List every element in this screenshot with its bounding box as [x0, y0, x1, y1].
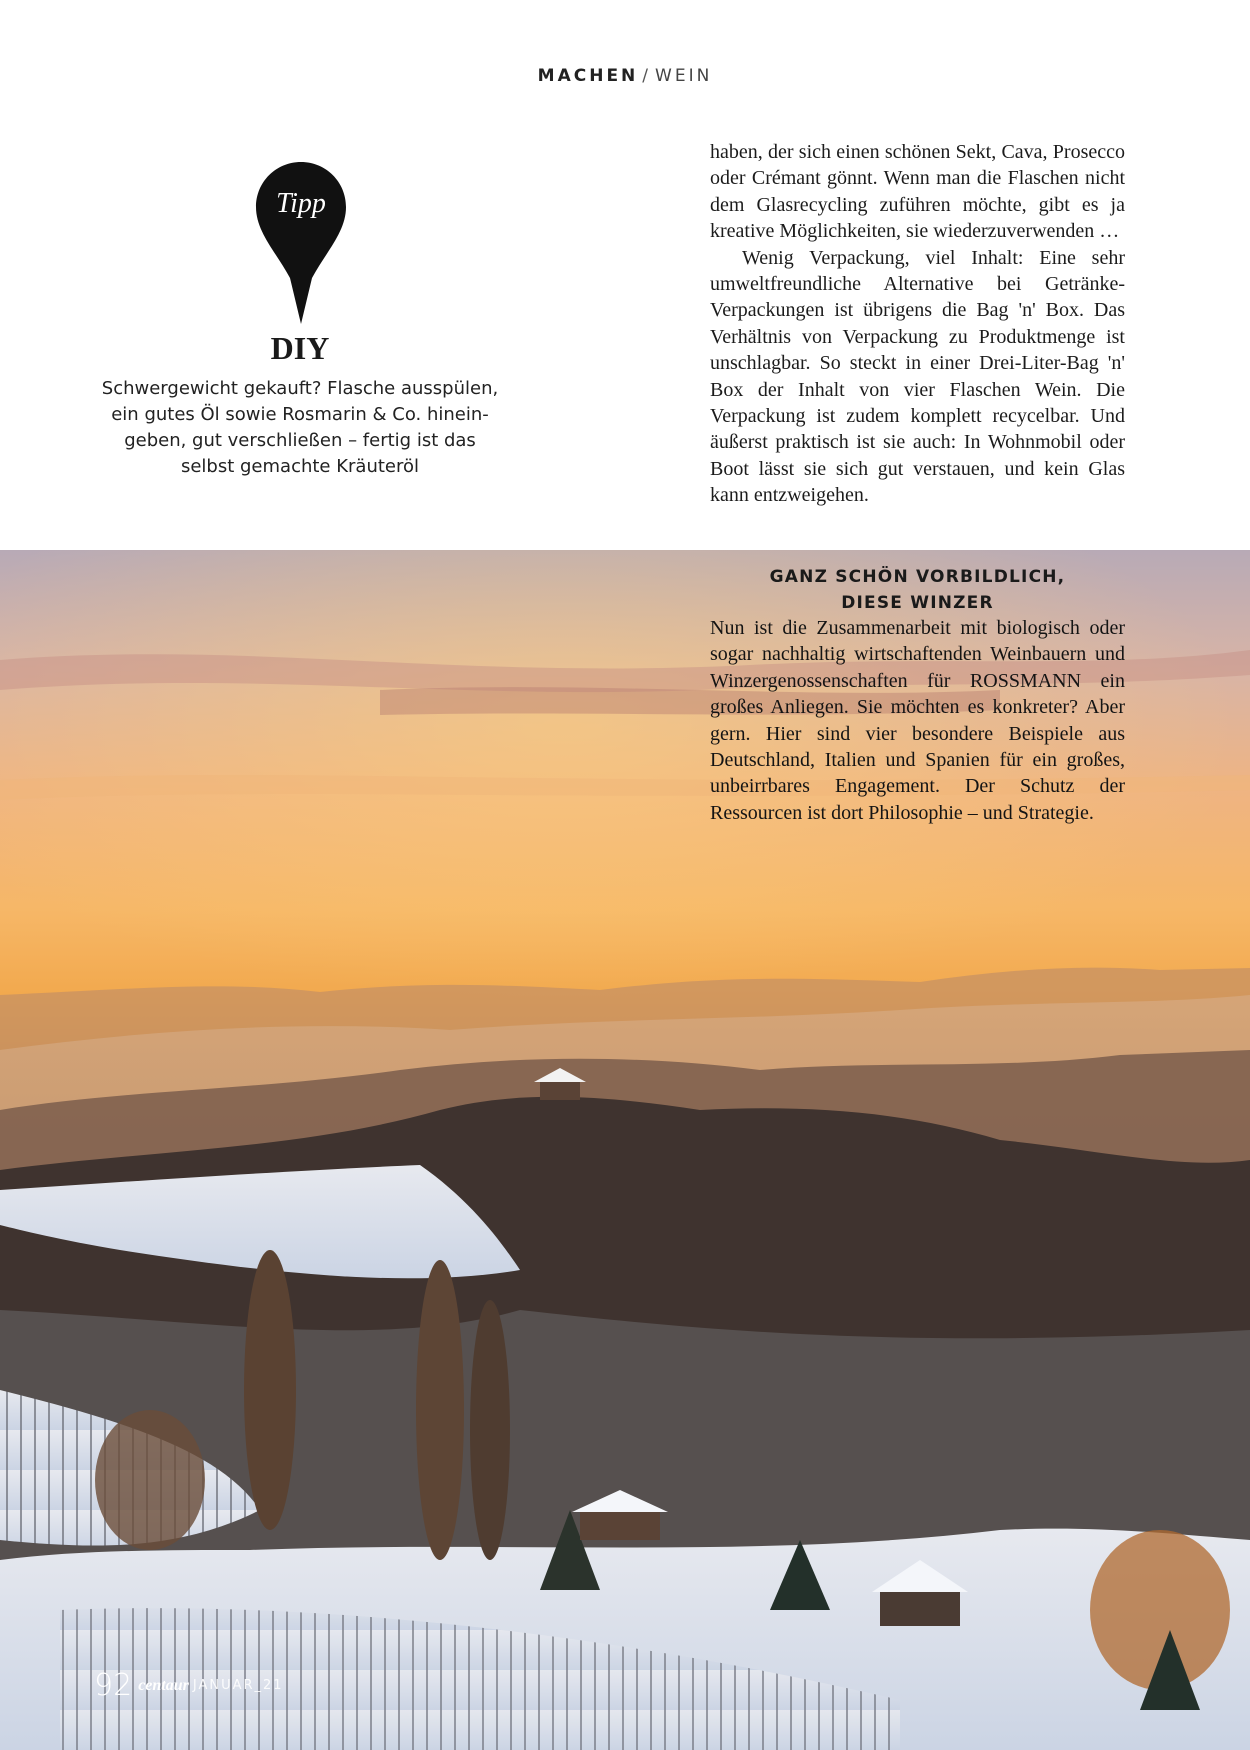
article-column-bottom [710, 615, 1125, 826]
section-header [0, 66, 1250, 86]
map-pin-icon [254, 160, 348, 326]
tip-line: geben, gut verschließen – fertig ist das [124, 430, 476, 451]
section-separator: / [642, 66, 652, 86]
tip-line: Schwergewicht gekauft? Flasche ausspülen, [101, 378, 499, 399]
article-subheading [710, 564, 1125, 616]
subheading-line: GANZ SCHÖN VORBILDLICH, [769, 567, 1066, 587]
section-label: MACHEN [537, 66, 639, 86]
tip-line: ein gutes Öl sowie Rosmarin & Co. hinein- [111, 404, 489, 425]
subsection-label: WEIN [655, 66, 713, 86]
magazine-brand: centaur [138, 1676, 189, 1694]
article-paragraph: Nun ist die Zusammenarbeit mit biologisch oder sogar nachhaltig wirtschaftenden Weinbauern und Winzergenossenschaften für ROSSMANN ein großes Anliegen. Sie möchten es konkreter? Aber gern. Hier sind vier besondere Beispiele aus Deutschland, Italien und Spanien für ein großes, unbeirrbares Engagement. Der Schutz der Ressourcen ist dort Philosophie – und Strategie. [710, 617, 1125, 824]
subheading-line: DIESE WINZER [841, 593, 994, 613]
page-footer [94, 1668, 284, 1703]
tip-title: DIY [270, 330, 330, 366]
tip-text [90, 376, 510, 480]
article-paragraph: Wenig Verpackung, viel Inhalt: Eine sehr umweltfreundliche Alternative bei Getränke-Verpackungen ist übrigens die Bag 'n' Box. Das Verhältnis von Verpackung zu Produktmenge ist unschlagbar. So steckt in einer Drei-Liter-Bag 'n' Box der Inhalt von vier Flaschen Wein. Die Verpackung ist zudem komplett recycelbar. Und äußerst praktisch ist sie auch: In Wohnmobil oder Boot lässt sie sich gut verstauen, und kein Glas kann entzweigehen. [710, 246, 1125, 507]
issue-label: JANUAR_21 [192, 1678, 284, 1693]
article-column-top [710, 139, 1125, 509]
article-paragraph: haben, der sich einen schönen Sekt, Cava, Prosecco oder Crémant gönnt. Wenn man die Flaschen nicht dem Glasrecycling zuführen möchte, gibt es ja kreative Möglichkeiten, sie wiederzuverwenden … [710, 141, 1125, 243]
tip-badge-label: Tipp [276, 188, 326, 219]
page-number: 92 [94, 1668, 133, 1703]
tip-line: selbst gemachte Kräuteröl [180, 456, 420, 477]
